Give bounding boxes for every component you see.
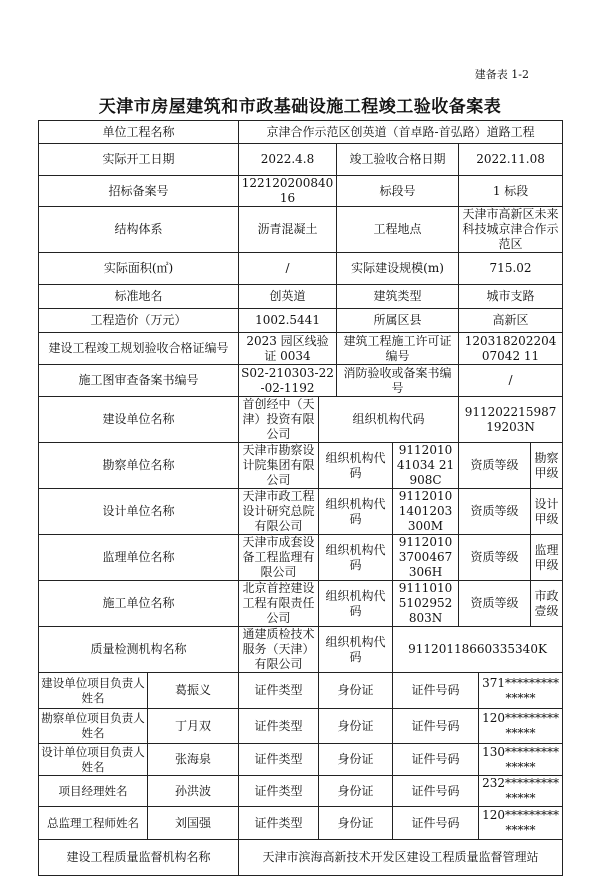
value-cert-no: 371************** <box>479 673 563 709</box>
label-fire-acceptance: 消防验收或备案书编号 <box>337 365 459 397</box>
label-builder: 建设单位名称 <box>39 397 239 443</box>
table-row <box>39 397 563 443</box>
label-qualification: 资质等级 <box>459 489 531 535</box>
table-row <box>39 807 563 840</box>
value-scale: 715.02 <box>459 253 563 285</box>
table-row <box>39 443 563 489</box>
value-cert-type: 身份证 <box>319 807 393 840</box>
label-design: 设计单位名称 <box>39 489 239 535</box>
value-builder-name: 首创经中（天津）投资有限公司 <box>239 397 319 443</box>
label-landmark: 标准地名 <box>39 285 239 309</box>
value-building-type: 城市支路 <box>459 285 563 309</box>
table-row <box>39 627 563 673</box>
label-qualification: 资质等级 <box>459 443 531 489</box>
value-design-name: 天津市政工程设计研究总院有限公司 <box>239 489 319 535</box>
value-person-name: 丁月双 <box>148 709 239 744</box>
label-cert-type: 证件类型 <box>239 673 319 709</box>
value-person-name: 葛振义 <box>148 673 239 709</box>
label-cert-no: 证件号码 <box>393 744 479 776</box>
label-org-code: 组织机构代码 <box>319 627 393 673</box>
label-cert-no: 证件号码 <box>393 807 479 840</box>
value-acceptance-date: 2022.11.08 <box>459 144 563 176</box>
table-row <box>39 285 563 309</box>
label-bid-record: 招标备案号 <box>39 176 239 207</box>
label-permit-no: 建筑工程施工许可证编号 <box>337 333 459 365</box>
value-design-code: 91120101401203300M <box>393 489 459 535</box>
label-cert-no: 证件号码 <box>393 709 479 744</box>
value-construct-name: 北京首控建设工程有限责任公司 <box>239 581 319 627</box>
value-survey-name: 天津市勘察设计院集团有限公司 <box>239 443 319 489</box>
value-area: / <box>239 253 337 285</box>
label-cert-type: 证件类型 <box>239 776 319 807</box>
label-planning-cert: 建设工程竣工规划验收合格证编号 <box>39 333 239 365</box>
value-drawing-review: S02-210303-22-02-1192 <box>239 365 337 397</box>
label-construct: 施工单位名称 <box>39 581 239 627</box>
table-row <box>39 840 563 876</box>
label-start-date: 实际开工日期 <box>39 144 239 176</box>
table-row <box>39 744 563 776</box>
value-cert-no: 120************** <box>479 709 563 744</box>
label-drawing-review: 施工图审查备案书编号 <box>39 365 239 397</box>
value-cert-no: 130************** <box>479 744 563 776</box>
table-row <box>39 709 563 744</box>
value-construct-code: 91110105102952803N <box>393 581 459 627</box>
label-org-code: 组织机构代码 <box>319 443 393 489</box>
label-person-role: 总监理工程师姓名 <box>39 807 148 840</box>
value-supervision-station: 天津市滨海高新技术开发区建设工程质量监督管理站 <box>239 840 563 876</box>
value-landmark: 创英道 <box>239 285 337 309</box>
label-structure: 结构体系 <box>39 207 239 253</box>
value-structure: 沥青混凝土 <box>239 207 337 253</box>
label-person-role: 建设单位项目负责人姓名 <box>39 673 148 709</box>
label-qualification: 资质等级 <box>459 535 531 581</box>
value-supervise-qual: 监理甲级 <box>531 535 563 581</box>
value-district: 高新区 <box>459 309 563 333</box>
label-location: 工程地点 <box>337 207 459 253</box>
value-cert-type: 身份证 <box>319 776 393 807</box>
label-supervise: 监理单位名称 <box>39 535 239 581</box>
table-row <box>39 776 563 807</box>
value-planning-cert: 2023 园区线验证 0034 <box>239 333 337 365</box>
label-person-role: 项目经理姓名 <box>39 776 148 807</box>
table-row <box>39 144 563 176</box>
record-table <box>38 120 563 876</box>
value-testing-name: 通建质检技术服务（天津）有限公司 <box>239 627 319 673</box>
label-person-role: 设计单位项目负责人姓名 <box>39 744 148 776</box>
value-fire-acceptance: / <box>459 365 563 397</box>
label-testing: 质量检测机构名称 <box>39 627 239 673</box>
label-cert-no: 证件号码 <box>393 673 479 709</box>
value-construct-qual: 市政壹级 <box>531 581 563 627</box>
value-testing-code: 91120118660335340K <box>393 627 563 673</box>
label-survey: 勘察单位名称 <box>39 443 239 489</box>
value-design-qual: 设计甲级 <box>531 489 563 535</box>
value-cert-type: 身份证 <box>319 673 393 709</box>
value-survey-qual: 勘察甲级 <box>531 443 563 489</box>
value-bid-record: 12212020084016 <box>239 176 337 207</box>
table-row <box>39 176 563 207</box>
value-section-no: 1 标段 <box>459 176 563 207</box>
table-row <box>39 673 563 709</box>
label-scale: 实际建设规模(m) <box>337 253 459 285</box>
label-acceptance-date: 竣工验收合格日期 <box>337 144 459 176</box>
value-location: 天津市高新区未来科技城京津合作示范区 <box>459 207 563 253</box>
label-area: 实际面积(㎡) <box>39 253 239 285</box>
table-row <box>39 489 563 535</box>
label-org-code: 组织机构代码 <box>319 535 393 581</box>
label-org-code: 组织机构代码 <box>319 397 459 443</box>
label-cert-type: 证件类型 <box>239 807 319 840</box>
value-unit-project: 京津合作示范区创英道（首卓路-首弘路）道路工程 <box>239 121 563 144</box>
label-person-role: 勘察单位项目负责人姓名 <box>39 709 148 744</box>
value-builder-code: 91120221598719203N <box>459 397 563 443</box>
value-person-name: 孙洪波 <box>148 776 239 807</box>
value-cert-no: 120************** <box>479 807 563 840</box>
label-cost: 工程造价（万元） <box>39 309 239 333</box>
label-cert-no: 证件号码 <box>393 776 479 807</box>
table-row <box>39 535 563 581</box>
value-survey-code: 911201041034 21908C <box>393 443 459 489</box>
label-supervision-station: 建设工程质量监督机构名称 <box>39 840 239 876</box>
label-section-no: 标段号 <box>337 176 459 207</box>
value-supervise-code: 91120103700467306H <box>393 535 459 581</box>
table-row <box>39 365 563 397</box>
table-row <box>39 207 563 253</box>
label-building-type: 建筑类型 <box>337 285 459 309</box>
label-qualification: 资质等级 <box>459 581 531 627</box>
value-supervise-name: 天津市成套设备工程监理有限公司 <box>239 535 319 581</box>
label-cert-type: 证件类型 <box>239 744 319 776</box>
value-cost: 1002.5441 <box>239 309 337 333</box>
label-org-code: 组织机构代码 <box>319 489 393 535</box>
value-person-name: 张海泉 <box>148 744 239 776</box>
label-district: 所属区县 <box>337 309 459 333</box>
page-title: 天津市房屋建筑和市政基础设施工程竣工验收备案表 <box>98 97 502 117</box>
table-row <box>39 253 563 285</box>
table-row <box>39 309 563 333</box>
value-cert-no: 232************** <box>479 776 563 807</box>
value-start-date: 2022.4.8 <box>239 144 337 176</box>
table-row <box>39 581 563 627</box>
table-row <box>39 333 563 365</box>
table-row <box>39 121 563 144</box>
value-permit-no: 12031820220407042 11 <box>459 333 563 365</box>
value-cert-type: 身份证 <box>319 744 393 776</box>
label-org-code: 组织机构代码 <box>319 581 393 627</box>
label-cert-type: 证件类型 <box>239 709 319 744</box>
form-number: 建备表 1-2 <box>474 68 529 81</box>
value-cert-type: 身份证 <box>319 709 393 744</box>
value-person-name: 刘国强 <box>148 807 239 840</box>
label-unit-project: 单位工程名称 <box>39 121 239 144</box>
